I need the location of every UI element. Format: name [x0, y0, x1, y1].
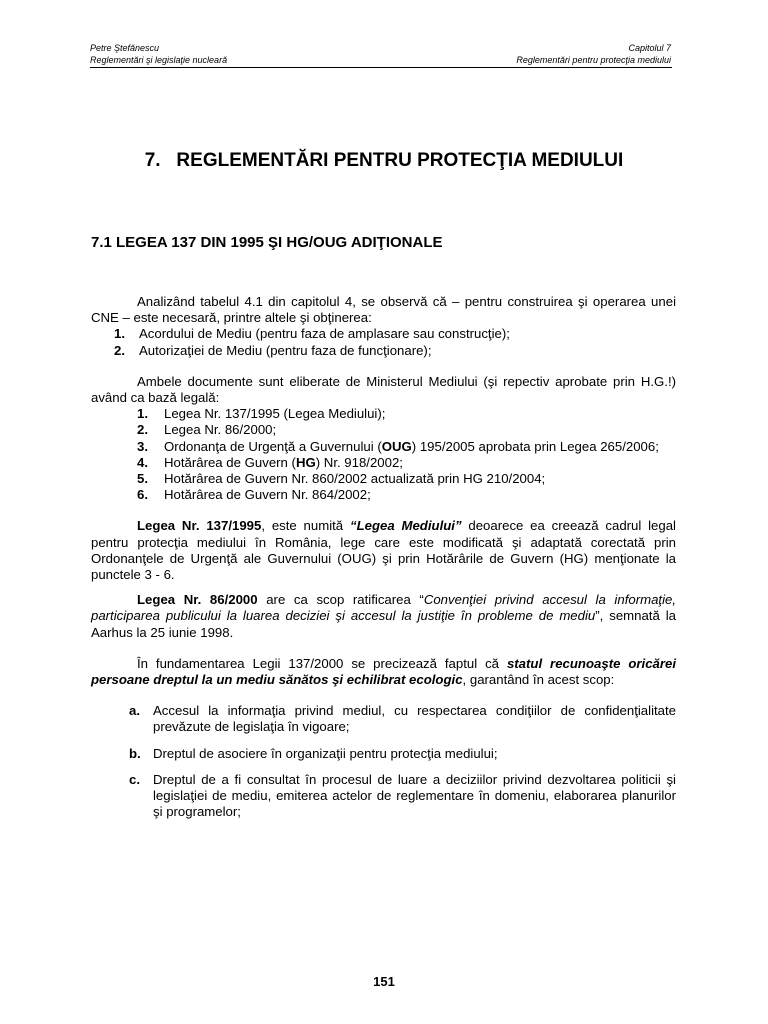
list-number: 1. — [114, 326, 125, 342]
header-left — [90, 42, 227, 66]
list-letter: b. — [129, 745, 141, 761]
documents-list — [91, 326, 676, 358]
list-item — [91, 703, 676, 735]
list-number: 2. — [137, 422, 148, 438]
list-number: 5. — [137, 471, 148, 487]
text-run: deoarece ea creează cadrul legal pentru protecţia mediului în România, lege care este modificată şi adaptată corectată prin Ordonanţele de Urgenţă ale Guvernului (OUG) şi prin Hotărârile de Guvern (HG) menţionate la punctele 3 - 6. — [91, 518, 676, 583]
list-item — [91, 439, 676, 455]
list-item-text: Hotărârea de Guvern Nr. 864/2002; — [164, 487, 371, 503]
chapter-number: 7. — [144, 150, 161, 171]
paragraph-intro: Analizând tabelul 4.1 din capitolul 4, se observă că – pentru construirea şi operarea unei CNE – este necesară, printre altele şi obţinerea: — [91, 294, 676, 326]
text-run: În fundamentarea Legii 137/2000 se precizează faptul că — [137, 655, 507, 671]
list-item-text: Dreptul de a fi consultat în procesul de luare a deciziilor privind dezvoltarea politicii şi legislaţiei de mediu, emiterea actelor de reglementare în domeniu, elaborarea planurilor şi programelor; — [153, 771, 676, 820]
list-item-text: Legea Nr. 137/1995 (Legea Mediului); — [164, 406, 386, 422]
text-run: , este numită — [261, 518, 350, 534]
list-number: 6. — [137, 487, 148, 503]
paragraph-legea-86 — [91, 592, 676, 641]
list-item — [91, 772, 676, 821]
header-right — [516, 42, 671, 66]
list-letter: c. — [129, 771, 140, 787]
list-item — [91, 455, 676, 471]
page-number: 151 — [373, 974, 395, 989]
list-item-text: Accesul la informaţia privind mediul, cu respectarea condiţiilor de confidenţialitate prevăzute de legislaţia în vigoare; — [153, 703, 676, 735]
legal-basis-list — [91, 406, 676, 503]
list-item — [91, 487, 676, 503]
list-item-text: Autorizaţiei de Mediu (pentru faza de funcţionare); — [139, 342, 432, 358]
list-item — [91, 326, 676, 342]
book-title: Reglementări şi legislaţie nucleară — [90, 55, 228, 65]
convention-name: Convenţiei privind accesul la informaţie, participarea publicului la luarea deciziei şi accesul la justiţie în probleme de mediu — [91, 592, 676, 624]
list-item — [91, 746, 676, 762]
paragraph-legea-137 — [91, 518, 676, 583]
section-title: 7.1 LEGEA 137 DIN 1995 ŞI HG/OUG ADIŢIONALE — [91, 234, 443, 251]
text-run: , garantând în acest scop: — [462, 672, 615, 688]
author-name: Petre Ştefănescu — [90, 43, 160, 53]
list-number: 3. — [137, 438, 148, 454]
list-number: 1. — [137, 406, 148, 422]
list-item-text-start: Ordonanţa de Urgenţă a Guvernului ( — [164, 438, 382, 454]
body-text — [91, 294, 676, 830]
chapter-title — [0, 150, 768, 172]
list-item — [91, 406, 676, 422]
list-number: 2. — [114, 342, 125, 358]
text-run: are ca scop ratificarea “ — [257, 592, 424, 608]
list-item — [91, 422, 676, 438]
paragraph-legal-basis: Ambele documente sunt eliberate de Ministerul Mediului (şi repectiv aprobate prin H.G.!) având ca bază legală: — [91, 373, 676, 406]
chapter-title-text: REGLEMENTĂRI PENTRU PROTECŢIA MEDIULUI — [176, 150, 624, 171]
list-item — [91, 471, 676, 487]
list-item-bold: OUG — [381, 438, 412, 454]
list-item-text: Acordului de Mediu (pentru faza de amplasare sau construcţie); — [139, 326, 510, 342]
law-alias: “Legea Mediului” — [349, 518, 462, 534]
list-item-text: Legea Nr. 86/2000; — [164, 422, 277, 438]
right-statement: statul recunoaşte oricărei persoane dreptul la un mediu sănătos şi echilibrat ecologic — [91, 655, 677, 688]
law-name: Legea Nr. 137/1995 — [137, 518, 262, 534]
list-letter: a. — [129, 703, 140, 719]
law-name: Legea Nr. 86/2000 — [137, 592, 258, 608]
paragraph-fundamentare — [91, 656, 676, 688]
header-divider — [90, 67, 672, 68]
text-run: ”, semnată la Aarhus la 25 iunie 1998. — [91, 608, 676, 640]
list-item — [91, 343, 676, 359]
list-item-bold: HG — [295, 454, 316, 470]
list-item-text: Dreptul de asociere în organizaţii pentru protecţia mediului; — [153, 745, 498, 761]
chapter-label: Capitolul 7 — [628, 43, 671, 53]
rights-list — [91, 703, 676, 820]
list-item-text-end: ) 195/2005 aprobata prin Legea 265/2006; — [411, 438, 659, 454]
list-item-text-end: ) Nr. 918/2002; — [315, 454, 403, 470]
list-item-text-start: Hotărârea de Guvern ( — [164, 454, 296, 470]
list-number: 4. — [137, 454, 148, 470]
list-item-text: Hotărârea de Guvern Nr. 860/2002 actualizată prin HG 210/2004; — [164, 471, 546, 487]
chapter-running-title: Reglementări pentru protecţia mediului — [516, 55, 671, 65]
